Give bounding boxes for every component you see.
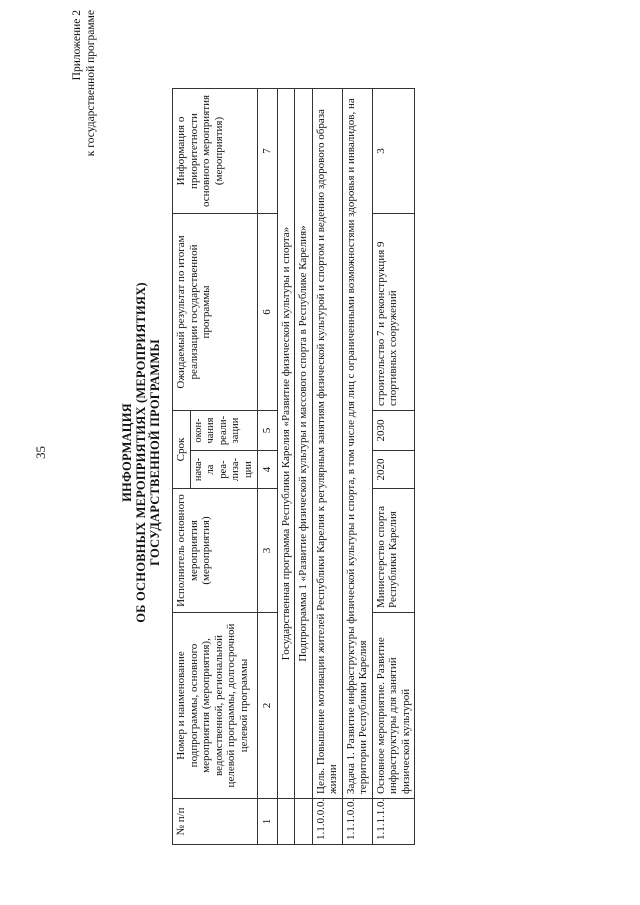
subprogram-title: Подпрограмма 1 «Развитие физической культуры и массового спорта в Республике Карелия» — [295, 89, 313, 799]
header-name: Номер и наименование подпрограммы, основного мероприятия (мероприятия), ведомственной, региональной целевой программы, долгосрочной целевой программы — [173, 613, 258, 799]
column-numbers-row — [258, 89, 278, 845]
subprogram-row — [295, 89, 313, 845]
column-number: 4 — [258, 451, 278, 489]
column-number: 6 — [258, 214, 278, 411]
column-number: 5 — [258, 411, 278, 451]
document-heading — [120, 0, 162, 905]
appendix-line-1: Приложение 2 — [71, 10, 83, 81]
row-result: строительство 7 и реконструкция 9 спортивных сооружений — [372, 214, 415, 411]
column-number: 2 — [258, 613, 278, 799]
header-term-start: нача-ла реа-лиза-ции — [190, 451, 258, 489]
table-header-row — [173, 89, 191, 845]
header-executor: Исполнитель основного мероприятия (мероприятия) — [173, 489, 258, 613]
program-title: Государственная программа Республики Карелия «Развитие физической культуры и спорта» — [277, 89, 295, 799]
row-name: Основное мероприятие. Развитие инфраструктуры для занятий физической культурой — [372, 613, 415, 799]
row-end-year: 2030 — [372, 411, 415, 451]
header-priority: Информация о приоритетности основного мероприятия (мероприятия) — [173, 89, 258, 214]
row-executor: Министерство спорта Республики Карелия — [372, 489, 415, 613]
header-term: Срок — [173, 411, 191, 489]
goal-code: 1.1.0.0.0. — [312, 799, 342, 845]
measures-table — [172, 88, 415, 845]
heading-line-3: ГОСУДАРСТВЕННОЙ ПРОГРАММЫ — [148, 339, 162, 566]
header-result: Ожидаемый результат по итогам реализации государственной программы — [173, 214, 258, 411]
goal-text: Цель. Повышение мотивации жителей Республики Карелия к регулярным занятиям физической культурой и спортом и ведению здорового образа жизни — [312, 89, 342, 799]
row-start-year: 2020 — [372, 451, 415, 489]
header-number: № п/п — [173, 799, 258, 845]
heading-line-2: ОБ ОСНОВНЫХ МЕРОПРИЯТИЯХ (МЕРОПРИЯТИЯХ) — [134, 282, 148, 623]
task-row — [342, 89, 372, 845]
column-number: 7 — [258, 89, 278, 214]
task-code: 1.1.1.0.0. — [342, 799, 372, 845]
task-text: Задача 1. Развитие инфраструктуры физической культуры и спорта, в том числе для лиц с ограниченными возможностями здоровья и инвалидов, на территории Республики Карелия — [342, 89, 372, 799]
appendix-line-2: к государственной программе — [85, 10, 97, 157]
appendix-note — [70, 10, 98, 270]
goal-row — [312, 89, 342, 845]
row-code: 1.1.1.1.0. — [372, 799, 415, 845]
column-number: 1 — [258, 799, 278, 845]
header-term-end: окон-чания реали-зации — [190, 411, 258, 451]
row-priority: 3 — [372, 89, 415, 214]
table-row — [372, 89, 415, 845]
column-number: 3 — [258, 489, 278, 613]
program-row — [277, 89, 295, 845]
page-number: 35 — [33, 446, 48, 459]
heading-line-1: ИНФОРМАЦИЯ — [120, 403, 134, 502]
